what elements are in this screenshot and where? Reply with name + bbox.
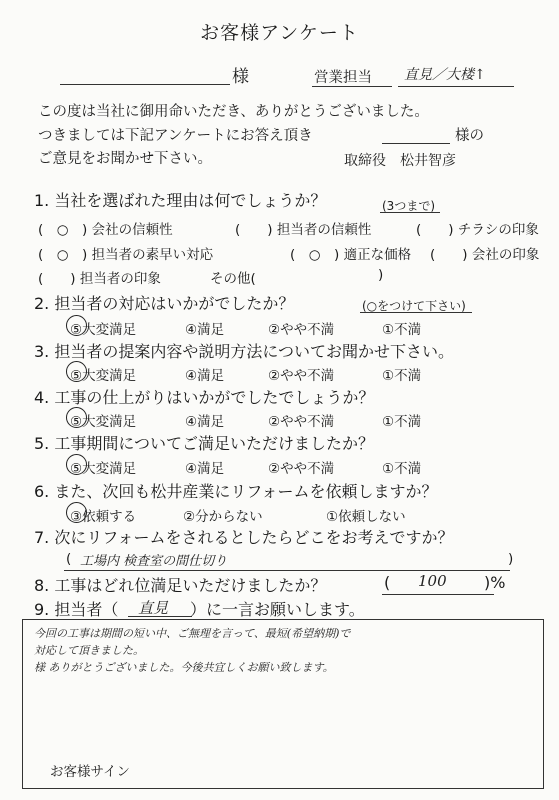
intro-signatory: 取締役 松井智彦 [344, 153, 456, 169]
q6-text: 6. また、次回も松井産業にリフォームを依頼しますか？ [34, 482, 438, 501]
q5-option-satisfied[interactable]: ④満足 [185, 461, 225, 477]
survey-title: お客様アンケート [200, 22, 359, 44]
q4-answer-circle [66, 407, 87, 428]
intro-line-2: つきましては下記アンケートにお答え頂き [38, 128, 313, 144]
q1-text: 1. 当社を選ばれた理由は何でしょうか？ [34, 191, 327, 210]
q4-option-satisfied[interactable]: ④満足 [185, 414, 225, 430]
q5-option-dissatisfied[interactable]: ①不満 [382, 461, 422, 477]
q3-option-slightly-dissatisfied[interactable]: ②やや不満 [268, 368, 335, 384]
q5-text: 5. 工事期間についてご満足いただけましたか？ [34, 434, 375, 453]
q1-note: (3つまで) [382, 199, 435, 213]
q8-answer-open: ( [384, 573, 391, 592]
intro-name-line [382, 143, 450, 144]
comment-line-2: 対応して頂きました。 [34, 644, 144, 657]
q5-option-slightly-dissatisfied[interactable]: ②やや不満 [268, 461, 335, 477]
q2-answer-circle [66, 315, 87, 336]
q1-option-rep-speed[interactable]: ( ○ ) 担当者の素早い対応 [38, 247, 214, 263]
q7-answer[interactable]: 工場内 検査室の間仕切り [80, 554, 228, 569]
customer-name-line [60, 84, 230, 85]
q2-option-dissatisfied[interactable]: ①不満 [382, 322, 422, 338]
q2-text: 2. 担当者の対応はいかがでしたか？ [34, 294, 295, 313]
q5-answer-circle [66, 454, 87, 475]
q9-text-b: ）に一言お願いします。 [190, 600, 365, 619]
intro-line-3: ご意見をお聞かせ下さい。 [38, 151, 212, 167]
q6-answer-circle [66, 502, 87, 523]
q3-answer-circle [66, 361, 87, 382]
q3-option-satisfied[interactable]: ④満足 [185, 368, 225, 384]
q7-answer-line [64, 570, 510, 571]
q2-option-very-satisfied[interactable]: ⑤大変満足 [70, 322, 137, 338]
q8-answer-close: )% [484, 573, 506, 592]
q1-option-other-close: ) [378, 267, 384, 283]
q1-option-company-impression[interactable]: ( ) 会社の印象 [430, 247, 540, 263]
q8-answer[interactable]: 100 [418, 572, 447, 590]
intro-sama: 様の [455, 128, 484, 144]
q5-option-very-satisfied[interactable]: ⑤大変満足 [70, 461, 137, 477]
q1-option-flyer[interactable]: ( ) チラシの印象 [416, 222, 539, 238]
q7-answer-open: ( [66, 551, 72, 567]
q2-note-underline [360, 312, 472, 313]
q1-option-company-trust[interactable]: ( ○ ) 会社の信頼性 [38, 222, 173, 238]
q4-option-dissatisfied[interactable]: ①不満 [382, 414, 422, 430]
sales-rep-label: 営業担当 [314, 70, 372, 86]
customer-sama: 様 [232, 67, 249, 87]
q7-text: 7. 次にリフォームをされるとしたらどこをお考えですか？ [34, 528, 454, 547]
q6-option-will-request[interactable]: ③依頼する [70, 509, 137, 525]
q1-note-underline [380, 212, 440, 213]
intro-line-1: この度は当社に御用命いただき、ありがとうございました。 [38, 104, 429, 120]
q4-option-slightly-dissatisfied[interactable]: ②やや不満 [268, 414, 335, 430]
q9-rep-name: 直見 [138, 599, 169, 617]
q3-text: 3. 担当者の提案内容や説明方法についてお聞かせ下さい。 [34, 342, 455, 361]
comment-line-3: 様 ありがとうございました。今後共宜しくお願い致します。 [34, 661, 334, 674]
q9-name-line [128, 616, 192, 617]
q8-text: 8. 工事はどれ位満足いただけましたか？ [34, 576, 327, 595]
q6-option-unsure[interactable]: ②分からない [183, 509, 263, 525]
q3-option-very-satisfied[interactable]: ⑤大変満足 [70, 368, 137, 384]
q2-note: (○をつけて下さい) [362, 299, 466, 313]
sales-rep-line [312, 86, 392, 87]
q1-option-other[interactable]: その他( [210, 271, 256, 287]
comment-line-1: 今回の工事は期間の短い中、ご無理を言って、最短(希望納期)で [34, 627, 351, 640]
q2-option-slightly-dissatisfied[interactable]: ②やや不満 [268, 322, 335, 338]
q9-text-a: 9. 担当者（ [34, 600, 119, 619]
q2-option-satisfied[interactable]: ④満足 [185, 322, 225, 338]
q4-text: 4. 工事の仕上がりはいかがでしたでしょうか？ [34, 388, 375, 407]
sales-rep-names: 直見／大楼↑ [404, 67, 486, 83]
q4-option-very-satisfied[interactable]: ⑤大変満足 [70, 414, 137, 430]
q1-option-fair-price[interactable]: ( ○ ) 適正な価格 [290, 247, 412, 263]
q1-option-rep-impression[interactable]: ( ) 担当者の印象 [38, 271, 161, 287]
q1-option-rep-trust[interactable]: ( ) 担当者の信頼性 [235, 222, 372, 238]
q3-option-dissatisfied[interactable]: ①不満 [382, 368, 422, 384]
sales-rep-name-line [398, 86, 514, 87]
q8-answer-line [382, 594, 494, 595]
q7-answer-close: ) [508, 551, 514, 567]
q6-option-will-not-request[interactable]: ①依頼しない [326, 509, 406, 525]
customer-signature-label: お客様サイン [50, 764, 131, 780]
